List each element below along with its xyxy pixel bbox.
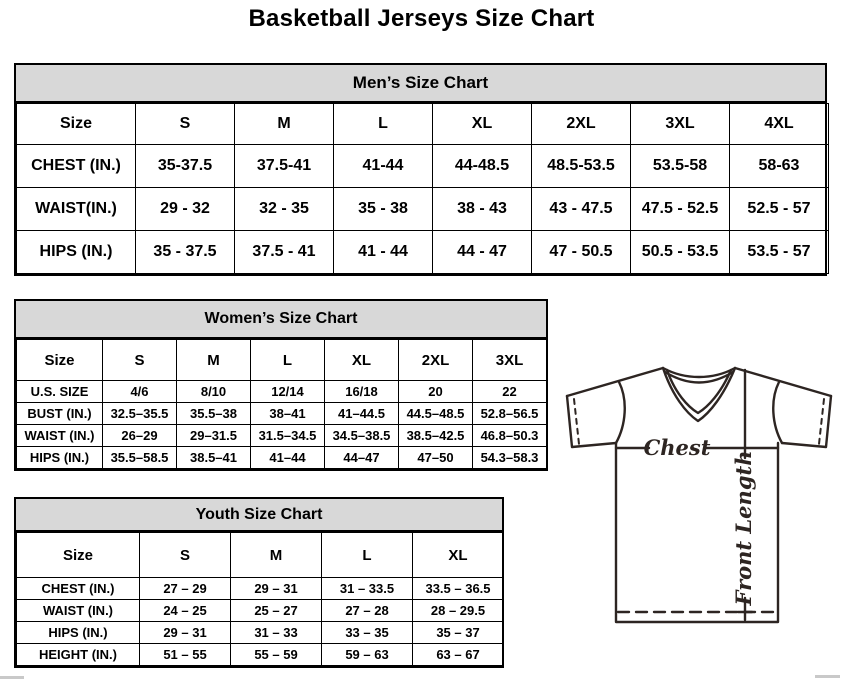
size-value-cell: 54.3–58.3 <box>473 447 547 469</box>
size-value-cell: 37.5-41 <box>235 145 334 188</box>
size-value-cell: 35 – 37 <box>413 622 504 644</box>
front-length-label: Front Length <box>731 450 756 606</box>
size-value-cell: 22 <box>473 381 547 403</box>
size-value-cell: 41 - 44 <box>334 231 433 274</box>
size-value-cell: 35 - 37.5 <box>136 231 235 274</box>
size-header-cell: M <box>235 104 334 145</box>
size-value-cell: 58-63 <box>730 145 829 188</box>
table-row <box>17 188 829 231</box>
size-value-cell: 33.5 – 36.5 <box>413 578 504 600</box>
size-value-cell: 53.5-58 <box>631 145 730 188</box>
womens-table-caption: Women’s Size Chart <box>16 301 546 339</box>
size-header-cell: M <box>231 533 322 578</box>
size-value-cell: 44 - 47 <box>433 231 532 274</box>
size-value-cell: 4/6 <box>103 381 177 403</box>
size-value-cell: 52.8–56.5 <box>473 403 547 425</box>
size-column-title: Size <box>17 533 140 578</box>
size-value-cell: 26–29 <box>103 425 177 447</box>
size-value-cell: 41–44.5 <box>325 403 399 425</box>
size-value-cell: 44–47 <box>325 447 399 469</box>
size-value-cell: 27 – 29 <box>140 578 231 600</box>
size-value-cell: 38–41 <box>251 403 325 425</box>
size-header-row <box>17 104 829 145</box>
size-value-cell: 35 - 38 <box>334 188 433 231</box>
row-label: HEIGHT (IN.) <box>17 644 140 666</box>
jersey-right-cuff-dash <box>819 399 824 444</box>
size-header-row <box>17 533 504 578</box>
row-label: HIPS (IN.) <box>17 231 136 274</box>
size-value-cell: 38 - 43 <box>433 188 532 231</box>
size-value-cell: 12/14 <box>251 381 325 403</box>
table-row <box>17 145 829 188</box>
size-header-cell: 4XL <box>730 104 829 145</box>
size-value-cell: 35.5–58.5 <box>103 447 177 469</box>
size-value-cell: 38.5–41 <box>177 447 251 469</box>
womens-size-table <box>14 299 548 471</box>
table-row <box>17 622 504 644</box>
size-value-cell: 31 – 33.5 <box>322 578 413 600</box>
size-header-cell: XL <box>325 340 399 381</box>
size-value-cell: 46.8–50.3 <box>473 425 547 447</box>
size-value-cell: 29 – 31 <box>231 578 322 600</box>
size-header-cell: XL <box>413 533 504 578</box>
size-value-cell: 27 – 28 <box>322 600 413 622</box>
row-label: WAIST(IN.) <box>17 188 136 231</box>
size-value-cell: 28 – 29.5 <box>413 600 504 622</box>
size-value-cell: 51 – 55 <box>140 644 231 666</box>
jersey-left-shoulder <box>567 368 663 396</box>
size-value-cell: 48.5-53.5 <box>532 145 631 188</box>
row-label: HIPS (IN.) <box>17 622 140 644</box>
womens-table-grid <box>16 339 546 469</box>
table-row <box>17 403 547 425</box>
size-value-cell: 32 - 35 <box>235 188 334 231</box>
row-label: WAIST (IN.) <box>17 600 140 622</box>
row-label: BUST (IN.) <box>17 403 103 425</box>
size-value-cell: 33 – 35 <box>322 622 413 644</box>
size-value-cell: 24 – 25 <box>140 600 231 622</box>
size-value-cell: 47 - 50.5 <box>532 231 631 274</box>
page-title: Basketball Jerseys Size Chart <box>248 5 595 32</box>
size-header-cell: M <box>177 340 251 381</box>
size-value-cell: 35.5–38 <box>177 403 251 425</box>
size-value-cell: 16/18 <box>325 381 399 403</box>
jersey-right-armhole-seam <box>773 382 782 443</box>
size-value-cell: 44-48.5 <box>433 145 532 188</box>
jersey-left-cuff-dash <box>574 399 579 444</box>
table-row <box>17 447 547 469</box>
size-value-cell: 41–44 <box>251 447 325 469</box>
size-value-cell: 32.5–35.5 <box>103 403 177 425</box>
size-column-title: Size <box>17 104 136 145</box>
size-chart-grid <box>16 532 504 666</box>
mens-table-grid <box>16 103 825 274</box>
youth-table-caption: Youth Size Chart <box>16 499 502 532</box>
row-label: WAIST (IN.) <box>17 425 103 447</box>
page-edge-artifact-right <box>815 675 840 678</box>
table-row <box>17 381 547 403</box>
size-value-cell: 35-37.5 <box>136 145 235 188</box>
jersey-measurement-diagram <box>555 355 843 679</box>
table-row <box>17 600 504 622</box>
size-value-cell: 50.5 - 53.5 <box>631 231 730 274</box>
size-value-cell: 55 – 59 <box>231 644 322 666</box>
size-header-cell: 2XL <box>532 104 631 145</box>
size-value-cell: 41-44 <box>334 145 433 188</box>
table-row <box>17 231 829 274</box>
chest-label: Chest <box>643 435 711 460</box>
size-value-cell: 29 - 32 <box>136 188 235 231</box>
size-value-cell: 34.5–38.5 <box>325 425 399 447</box>
size-header-cell: 3XL <box>473 340 547 381</box>
size-header-row <box>17 340 547 381</box>
size-value-cell: 29–31.5 <box>177 425 251 447</box>
size-value-cell: 8/10 <box>177 381 251 403</box>
size-header-cell: XL <box>433 104 532 145</box>
jersey-left-armhole-seam <box>616 382 625 443</box>
row-label: HIPS (IN.) <box>17 447 103 469</box>
size-value-cell: 38.5–42.5 <box>399 425 473 447</box>
size-header-cell: S <box>140 533 231 578</box>
size-header-cell: 2XL <box>399 340 473 381</box>
table-row <box>17 644 504 666</box>
row-label: CHEST (IN.) <box>17 578 140 600</box>
youth-table-grid <box>16 532 502 666</box>
size-header-cell: 3XL <box>631 104 730 145</box>
size-value-cell: 53.5 - 57 <box>730 231 829 274</box>
size-value-cell: 29 – 31 <box>140 622 231 644</box>
size-value-cell: 52.5 - 57 <box>730 188 829 231</box>
size-header-cell: L <box>334 104 433 145</box>
size-value-cell: 31 – 33 <box>231 622 322 644</box>
size-header-cell: L <box>322 533 413 578</box>
row-label: U.S. SIZE <box>17 381 103 403</box>
size-value-cell: 20 <box>399 381 473 403</box>
size-value-cell: 37.5 - 41 <box>235 231 334 274</box>
size-value-cell: 43 - 47.5 <box>532 188 631 231</box>
jersey-right-shoulder <box>735 368 831 396</box>
youth-size-table <box>14 497 504 668</box>
size-value-cell: 44.5–48.5 <box>399 403 473 425</box>
size-value-cell: 47.5 - 52.5 <box>631 188 730 231</box>
table-row <box>17 425 547 447</box>
table-row <box>17 578 504 600</box>
jersey-diagram-svg <box>555 355 843 679</box>
mens-table-caption: Men’s Size Chart <box>16 65 825 103</box>
size-header-cell: S <box>136 104 235 145</box>
size-header-cell: L <box>251 340 325 381</box>
size-value-cell: 59 – 63 <box>322 644 413 666</box>
size-value-cell: 47–50 <box>399 447 473 469</box>
size-value-cell: 25 – 27 <box>231 600 322 622</box>
size-chart-grid <box>16 339 547 469</box>
size-value-cell: 63 – 67 <box>413 644 504 666</box>
size-column-title: Size <box>17 340 103 381</box>
row-label: CHEST (IN.) <box>17 145 136 188</box>
size-value-cell: 31.5–34.5 <box>251 425 325 447</box>
mens-size-table <box>14 63 827 276</box>
size-header-cell: S <box>103 340 177 381</box>
size-chart-grid <box>16 103 829 274</box>
